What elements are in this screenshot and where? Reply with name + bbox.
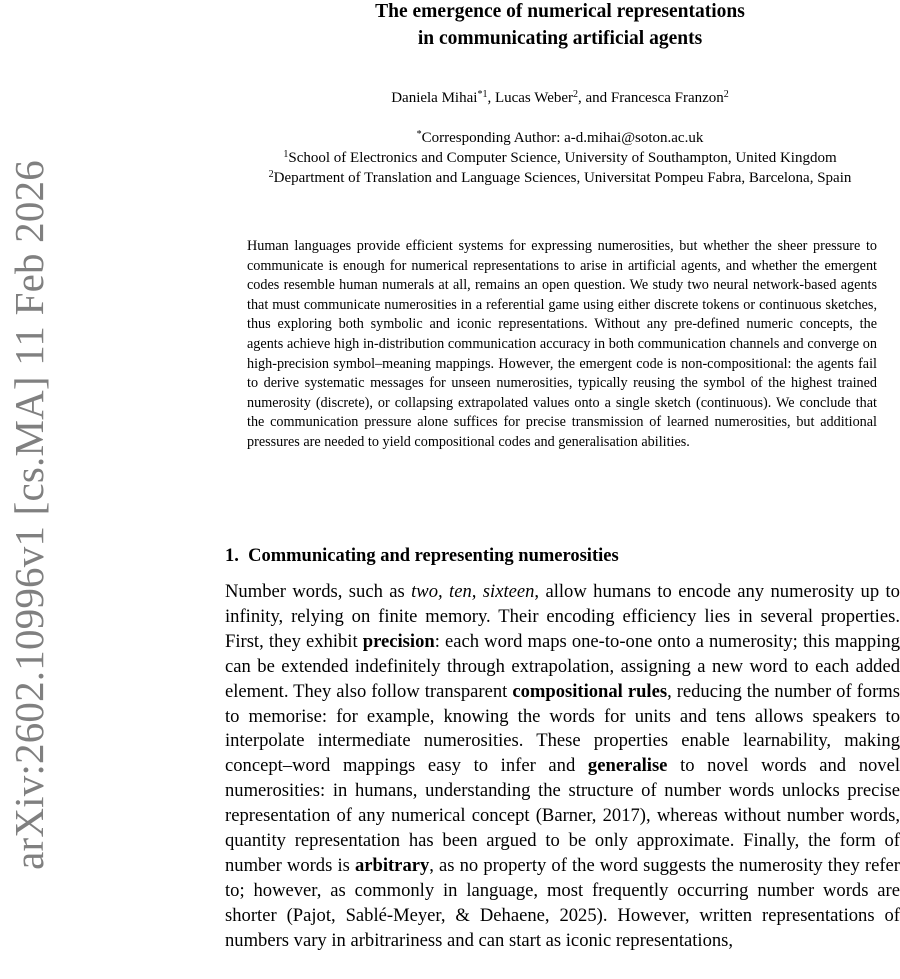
author-1-marks: *1 bbox=[477, 89, 488, 100]
affiliation-2-mark: 2 bbox=[268, 169, 274, 180]
arxiv-identifier: arXiv:2602.10996v1 [cs.MA] 11 Feb 2026 bbox=[6, 160, 52, 870]
arxiv-side-stamp bbox=[0, 0, 58, 979]
term-arbitrary: arbitrary bbox=[354, 854, 430, 876]
corresponding-text: Corresponding Author: a-d.mihai@soton.ac.uk bbox=[421, 130, 704, 146]
abstract: Human languages provide efficient systems for expressing numerosities, but whether the sheer pressure to communicate is enough for numerical representations to arise in artificial agents, and whether the emergent codes resemble human numerals at all, remains an open question. We study two neural network-based agents that must communicate numerosities in a referential game using either discrete tokens or continuous sketches, thus exploring both symbolic and iconic representations. Without any pre-defined numeric concepts, the agents achieve high in-distribution communication accuracy in both communication channels and converge on high-precision symbol–meaning mappings. However, the emergent code is non-compositional: the agents fail to derive systematic messages for unseen numerosities, typically reusing the symbol of the highest trained numerosity (discrete), or collapsing extrapolated values onto a single sketch (continuous). We conclude that the communication pressure alone suffices for precise transmission of learned numerosities, but additional pressures are needed to yield compositional codes and generalisation abilities. bbox=[247, 238, 877, 450]
paper-title bbox=[230, 0, 890, 52]
author-3-marks: 2 bbox=[723, 89, 729, 100]
body-text-4: , reducing the number of forms to memorise: for example, knowing the words for units and tens allows speakers to interpolate intermediate numerosities. These properties enable learnability, making concept–word mappings easy to infer and bbox=[225, 680, 900, 777]
body-text-3: : each word maps one-to-one onto a numerosity; this mapping can be extended indefinitely through extrapolation, assigning a new word to each added element. They also follow transparent bbox=[225, 630, 900, 702]
body-text-2: , allow humans to encode any numerosity up to infinity, relying on finite memory. Their encoding efficiency lies in several properties. First, they exhibit bbox=[225, 581, 900, 652]
author-list bbox=[230, 88, 890, 108]
corresponding-mark: * bbox=[416, 129, 422, 140]
title-line-1: The emergence of numerical representations bbox=[375, 1, 745, 22]
author-3-name: , and Francesca Franzon bbox=[578, 90, 724, 106]
affiliation-2 bbox=[230, 168, 890, 188]
body-text-5: to novel words and novel numerosities: in humans, understanding the structure of number words unlocks precise representation of any numerical concept (Barner, 2017), whereas without number words, quantity representation has been argued to be only approximate. Finally, the form of number words is bbox=[225, 755, 900, 876]
author-2-marks: 2 bbox=[573, 89, 578, 100]
affiliation-1 bbox=[230, 148, 890, 168]
term-generalise: generalise bbox=[587, 755, 668, 777]
body-paragraph bbox=[225, 580, 900, 954]
example-number-words: two, ten, sixteen bbox=[411, 581, 535, 602]
author-1-name: Daniela Mihai bbox=[391, 90, 478, 106]
author-2-name: , Lucas Weber bbox=[487, 90, 573, 106]
term-precision: precision bbox=[362, 630, 435, 652]
body-text-6: , as no property of the word suggests the numerosity they refer to; however, as commonly in language, most frequently occurring number words are shorter (Pajot, Sablé-Meyer, & Dehaene, 2025). However, written representations of numbers vary in arbitrariness and can start as iconic representations, bbox=[225, 854, 900, 951]
affiliations bbox=[230, 128, 890, 188]
term-compositional-rules: compositional rules bbox=[512, 680, 668, 702]
affiliation-1-mark: 1 bbox=[283, 149, 289, 160]
section-title: Communicating and representing numerosities bbox=[248, 546, 619, 566]
corresponding-author bbox=[230, 128, 890, 148]
affiliation-1-text: School of Electronics and Computer Science, University of Southampton, United Kingdom bbox=[288, 150, 837, 166]
section-number: 1. bbox=[225, 546, 239, 566]
section-heading bbox=[225, 544, 619, 568]
title-line-2: in communicating artificial agents bbox=[417, 28, 703, 49]
affiliation-2-text: Department of Translation and Language Sciences, Universitat Pompeu Fabra, Barcelona, Spain bbox=[273, 170, 852, 186]
body-text-1: Number words, such as bbox=[225, 581, 412, 602]
